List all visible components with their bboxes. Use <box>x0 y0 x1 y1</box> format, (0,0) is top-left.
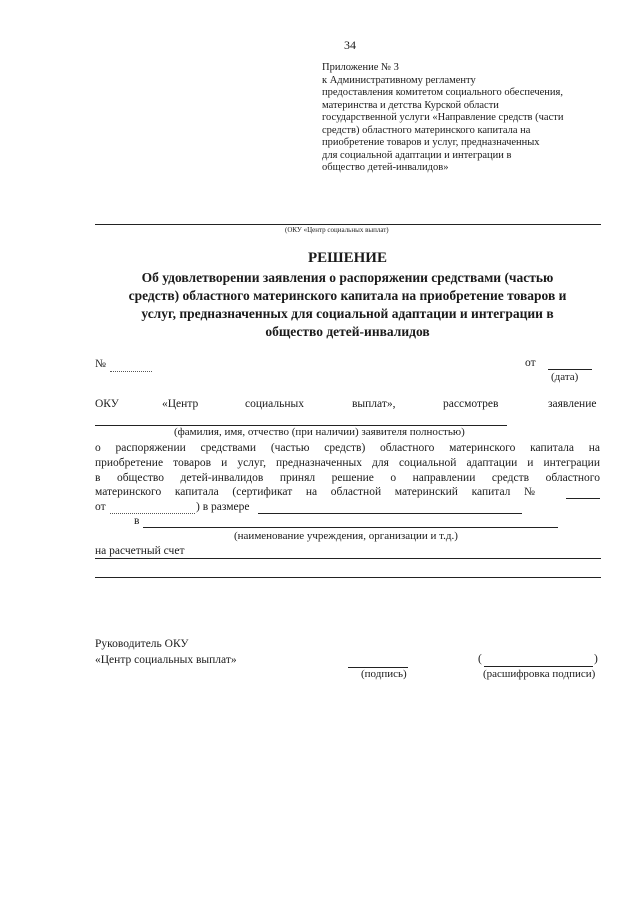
body-line: о распоряжении средствами (частью средств) областного материнского капитала на <box>95 442 600 454</box>
subtitle-line: средств) областного материнского капитала на приобретение товаров и <box>128 288 567 303</box>
number-field[interactable] <box>110 371 152 372</box>
body-line: в общество детей-инвалидов принял решение о направлении средств областного <box>95 472 600 484</box>
intro-word: заявление <box>548 398 597 410</box>
signatory-org: «Центр социальных выплат» <box>95 654 237 666</box>
body-line: приобретение товаров и услуг, предназначенных для социальной адаптации и интеграции <box>95 457 600 469</box>
date-caption: (дата) <box>551 371 579 383</box>
appendix-line: к Административному регламенту <box>322 74 476 86</box>
page-number: 34 <box>344 38 356 52</box>
appendix-line: средств) областного материнского капитала на <box>322 124 531 136</box>
body-line: материнского капитала (сертификат на областной материнский капитал № <box>95 486 535 498</box>
amount-field[interactable] <box>258 513 522 514</box>
in-label: в <box>134 515 140 527</box>
appendix-line: для социальной адаптации и интеграции в <box>322 149 512 161</box>
decode-caption: (расшифровка подписи) <box>483 668 596 680</box>
appendix-line: предоставления комитетом социального обеспечения, <box>322 87 564 98</box>
organization-line <box>95 224 601 225</box>
account-label: на расчетный счет <box>95 545 185 557</box>
document-subtitle <box>95 269 600 341</box>
from-short-label: от <box>95 501 106 513</box>
account-field[interactable] <box>95 558 601 559</box>
intro-word: ОКУ <box>95 398 119 410</box>
subtitle-line: Об удовлетворении заявления о распоряжении средствами (частью <box>141 270 554 285</box>
appendix-line: Приложение № 3 <box>322 62 399 73</box>
account-field-continuation[interactable] <box>95 577 601 578</box>
subtitle-line: общество детей-инвалидов <box>265 324 430 339</box>
decode-open-paren: ( <box>478 653 482 665</box>
signatory-title: Руководитель ОКУ <box>95 638 189 650</box>
date-from-label: от <box>525 357 536 369</box>
intro-word: рассмотрев <box>443 398 499 410</box>
amount-label: ) в размере <box>196 501 250 513</box>
appendix-line: приобретение товаров и услуг, предназначенных <box>322 137 540 148</box>
institution-caption: (наименование учреждения, организации и т.д.) <box>234 530 458 542</box>
number-label: № <box>95 358 106 370</box>
certificate-date-field[interactable] <box>110 513 195 514</box>
intro-word: выплат», <box>352 398 396 410</box>
appendix-line: общество детей-инвалидов» <box>322 162 449 173</box>
organization-caption: (ОКУ «Центр социальных выплат) <box>285 226 389 234</box>
decision-body <box>95 441 600 486</box>
date-field[interactable] <box>548 369 592 370</box>
signature-caption: (подпись) <box>361 668 407 680</box>
intro-word: социальных <box>245 398 304 410</box>
certificate-number-field[interactable] <box>566 498 600 499</box>
institution-field[interactable] <box>143 527 558 528</box>
appendix-note <box>322 62 612 175</box>
appendix-line: материнства и детства Курской области <box>322 99 499 111</box>
document-title: РЕШЕНИЕ <box>308 250 387 266</box>
appendix-line: государственной услуги «Направление средств (части <box>322 112 564 123</box>
applicant-caption: (фамилия, имя, отчество (при наличии) заявителя полностью) <box>174 426 465 438</box>
decode-field[interactable] <box>484 666 593 667</box>
intro-word: «Центр <box>162 398 199 410</box>
decode-close-paren: ) <box>594 653 598 665</box>
subtitle-line: услуг, предназначенных для социальной адаптации и интеграции в <box>141 306 554 321</box>
